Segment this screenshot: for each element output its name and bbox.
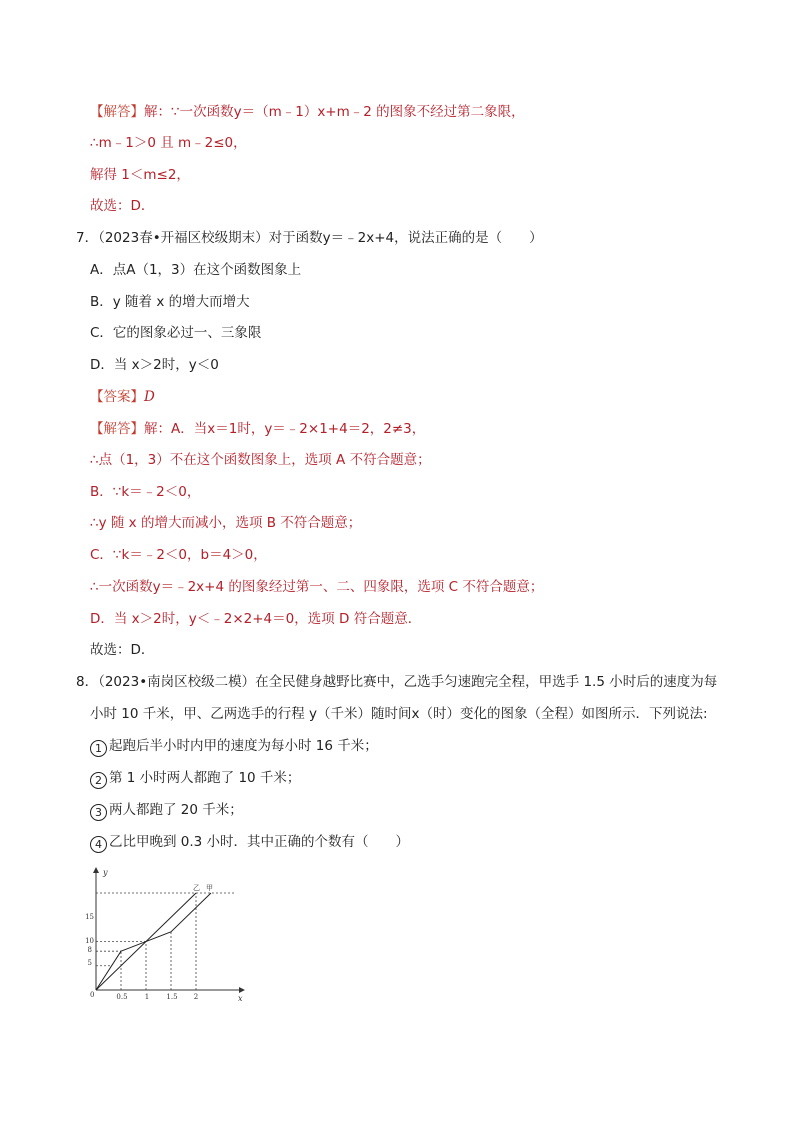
series-label-jia: 甲 xyxy=(206,884,213,892)
x-tick-0.5: 0.5 xyxy=(116,993,128,1001)
circled-number-4: 4 xyxy=(90,836,107,853)
q7-solution-line-6: ∴一次函数y＝﹣2x+4 的图象经过第一、二、四象限，选项 C 不符合题意； xyxy=(90,579,544,595)
q7-solution-line-1: 【解答】解：A．当x＝1时，y＝﹣2×1+4＝2，2≠3， xyxy=(90,421,426,437)
q7-answer-tag: 【答案】 xyxy=(90,389,144,405)
q6-solution-tag: 【解答】 xyxy=(90,104,144,120)
q7-solution-line-3: B．∵k＝﹣2＜0， xyxy=(90,484,201,500)
q7-solution-line-2: ∴点（1，3）不在这个函数图象上，选项 A 不符合题意； xyxy=(90,452,431,468)
x-tick-1: 1 xyxy=(144,993,150,1001)
series-line-yi xyxy=(96,893,196,990)
q7-solution-line-4: ∴y 随 x 的增大而减小，选项 B 不符合题意； xyxy=(90,515,362,531)
q8-statement-4: 4 乙比甲晚到 0.3 小时．其中正确的个数有（ ） xyxy=(90,832,409,853)
circled-number-1: 1 xyxy=(90,740,107,757)
q7-option-b: B．y 随着 x 的增大而增大 xyxy=(90,294,250,310)
y-tick-5: 5 xyxy=(87,959,92,967)
y-tick-8: 8 xyxy=(87,946,92,954)
y-tick-10: 10 xyxy=(85,937,94,945)
q7-solution-line-8: 故选：D． xyxy=(90,642,155,658)
x-axis-label: x xyxy=(238,994,243,1003)
circled-number-3: 3 xyxy=(90,804,107,821)
q7-option-a: A．点A（1，3）在这个函数图象上 xyxy=(90,262,302,278)
q8-statement-2: 2 第 1 小时两人都跑了 10 千米； xyxy=(90,768,300,789)
q8-statement-3: 3 两人都跑了 20 千米； xyxy=(90,800,243,821)
q8-stem-line-1: 8．（2023•南岗区校级二模）在全民健身越野比赛中，乙选手匀速跑完全程，甲选手 1.5 小时后的速度为每 xyxy=(76,674,718,690)
q8-stem-line-2: 小时 10 千米，甲、乙两选手的行程 y（千米）随时间x（时）变化的图象（全程）如图所示．下列说法: xyxy=(90,706,708,722)
circled-number-2: 2 xyxy=(90,772,107,789)
q6-solution-line-3: 解得 1＜m≤2， xyxy=(90,167,190,183)
x-tick-2: 2 xyxy=(193,993,199,1001)
q7-answer xyxy=(90,387,155,407)
x-tick-1.5: 1.5 xyxy=(166,993,178,1001)
q7-option-c: C．它的图象必过一、三象限 xyxy=(90,325,262,341)
q7-stem: 7．（2023春•开福区校级期末）对于函数y＝﹣2x+4，说法正确的是（ ） xyxy=(76,230,543,246)
q8-statement-1: 1 起跑后半小时内甲的速度为每小时 16 千米； xyxy=(90,736,378,757)
q7-answer-value: D xyxy=(144,389,155,405)
q6-solution-line-4: 故选：D． xyxy=(90,198,155,214)
q7-solution-tag: 【解答】 xyxy=(90,421,144,437)
origin-label: 0 xyxy=(90,991,95,999)
y-tick-15: 15 xyxy=(85,913,94,921)
distance-time-graph xyxy=(86,862,256,1002)
q6-solution-line-1: 【解答】解：∵一次函数y＝（m﹣1）x+m﹣2 的图象不经过第二象限， xyxy=(90,104,525,120)
series-label-yi: 乙 xyxy=(193,884,200,892)
y-axis-label: y xyxy=(103,868,108,877)
q7-option-d: D．当 x＞2时，y＜0 xyxy=(90,357,219,373)
q6-solution-line-2: ∴m﹣1＞0 且 m﹣2≤0， xyxy=(90,135,247,151)
q7-solution-line-5: C．∵k＝﹣2＜0，b＝4＞0， xyxy=(90,547,267,563)
q7-solution-line-7: D．当 x＞2时，y＜﹣2×2+4＝0，选项 D 符合题意． xyxy=(90,611,422,627)
